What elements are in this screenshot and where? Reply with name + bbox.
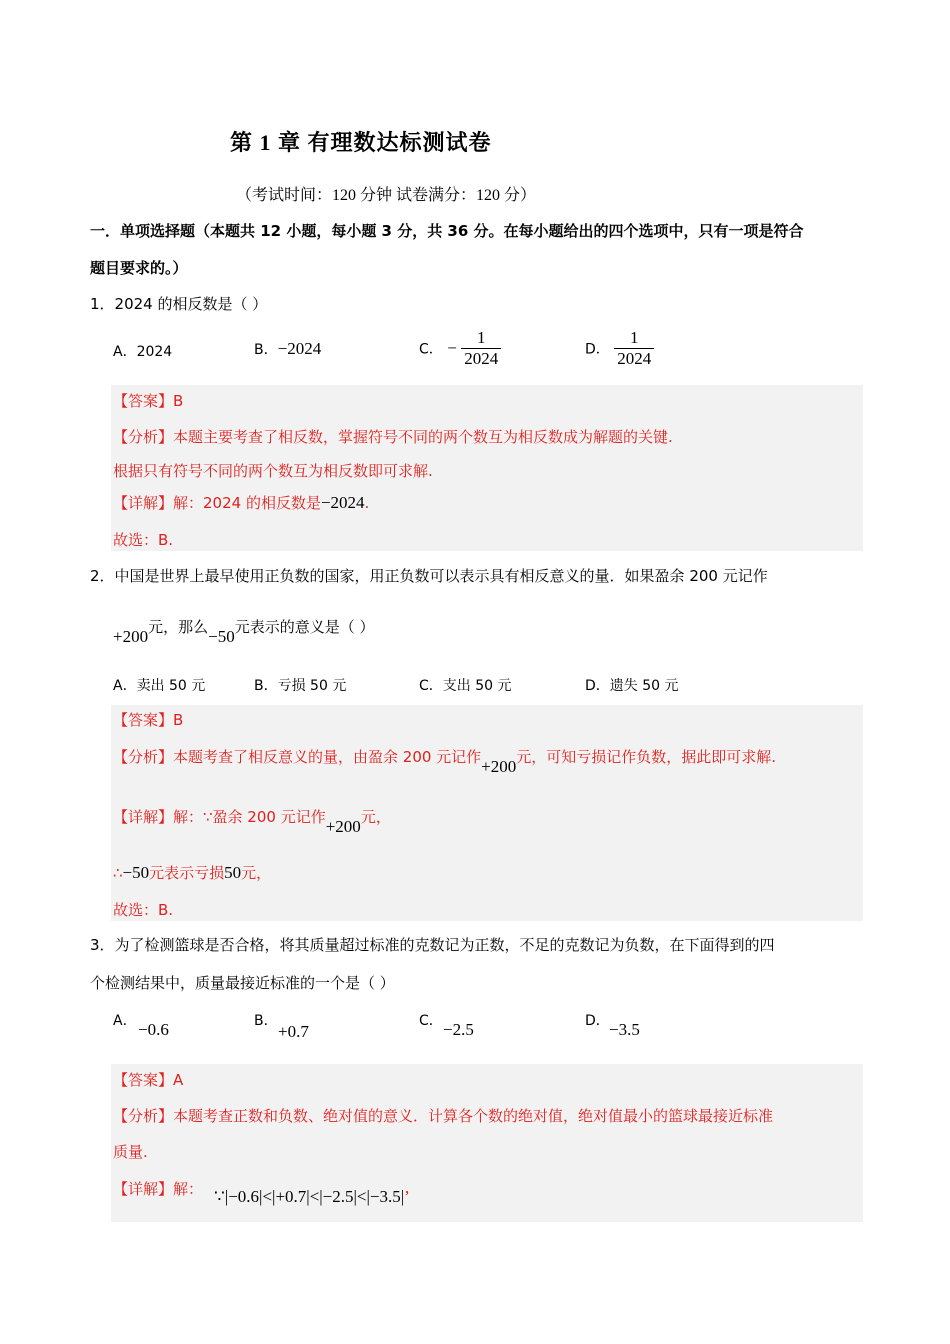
minus-sign: − xyxy=(447,338,457,358)
analysis-suffix: 元，可知亏损记作负数，据此即可求解. xyxy=(516,748,777,766)
numerator: 1 xyxy=(629,328,639,347)
detail-suffix: ’ xyxy=(404,1187,410,1206)
numerator: 1 xyxy=(477,328,486,347)
detail-suffix: 元， xyxy=(360,808,391,826)
option-label: C． xyxy=(419,341,443,358)
q3-analysis: 【分析】本题考查正数和负数、绝对值的意义．计算各个数的绝对值，绝对值最小的篮球最接近标准 xyxy=(113,1107,774,1125)
q1-option-a xyxy=(113,341,172,361)
exam-info: （考试时间：120 分钟 试卷满分：120 分） xyxy=(236,187,537,204)
q2-analysis xyxy=(113,746,777,776)
q1-conclusion: 故选：B. xyxy=(113,531,174,549)
detail-text: 【详解】解：2024 的相反数是 xyxy=(113,494,321,512)
therefore-text: 元表示亏损 xyxy=(149,864,225,882)
q3-option-b-value: +0.7 xyxy=(278,1022,309,1041)
q2-option-a: A．卖出 50 元 xyxy=(113,678,206,694)
detail-text: 【详解】解：∵盈余 200 元记作 xyxy=(113,808,326,826)
therefore-suffix: 元， xyxy=(241,864,272,882)
q1-option-b xyxy=(254,339,321,359)
q1-detail xyxy=(113,492,369,513)
abs-inequality: ∵|−0.6|<|+0.7|<|−2.5|<|−3.5| xyxy=(214,1187,405,1206)
q3-option-c: C． xyxy=(419,1013,443,1029)
q1-analysis: 【分析】本题主要考查了相反数，掌握符号不同的两个数互为相反数成为解题的关键. xyxy=(113,428,673,446)
q2-detail xyxy=(113,806,391,836)
q1-option-d xyxy=(585,328,654,369)
q3-option-a: A． xyxy=(113,1013,137,1029)
q2-conclusion: 故选：B. xyxy=(113,901,174,919)
q3-detail-label: 【详解】解： xyxy=(113,1180,204,1198)
stem-text: 元，那么 xyxy=(148,618,209,636)
option-label: B． xyxy=(254,342,278,358)
denominator: 2024 xyxy=(617,349,652,368)
option-label: D． xyxy=(585,341,610,358)
q3-option-d: D． xyxy=(585,1013,610,1029)
question-2-stem: 2．中国是世界上最早使用正负数的国家，用正负数可以表示具有相反意义的量．如果盈余 200 元记作 xyxy=(90,567,768,585)
q2-answer: 【答案】B xyxy=(113,711,184,729)
option-value: 2024 xyxy=(136,344,173,360)
question-1-stem: 1．2024 的相反数是（ ） xyxy=(90,295,268,313)
q1-analysis-cont: 根据只有符号不同的两个数互为相反数即可求解. xyxy=(113,462,433,480)
analysis-text: 【分析】本题考查了相反意义的量，由盈余 200 元记作 xyxy=(113,748,482,766)
math-plus-200: +200 xyxy=(325,817,361,836)
math-50: 50 xyxy=(224,863,242,882)
section-heading-cont: 题目要求的。） xyxy=(90,259,188,277)
q3-analysis-cont: 质量. xyxy=(113,1143,148,1161)
therefore-icon: ∴ xyxy=(113,864,123,882)
q3-answer: 【答案】A xyxy=(113,1071,184,1089)
page-title: 第 1 章 有理数达标测试卷 xyxy=(230,130,492,155)
q3-option-c-value: −2.5 xyxy=(443,1020,474,1039)
q3-option-b: B． xyxy=(254,1013,278,1029)
question-3-stem: 3．为了检测篮球是否合格，将其质量超过标准的克数记为正数，不足的克数记为负数，在下面得到的四 xyxy=(90,936,775,954)
option-value: −2024 xyxy=(277,339,322,358)
q2-therefore xyxy=(113,862,271,883)
option-label: A． xyxy=(113,344,137,360)
math-minus-50: −50 xyxy=(122,863,150,882)
q1-option-c xyxy=(419,328,501,369)
section-heading: 一．单项选择题（本题共 12 小题，每小题 3 分，共 36 分。在每小题给出的四个选项中，只有一项是符合 xyxy=(90,222,804,240)
math-minus-50: −50 xyxy=(208,627,235,646)
stem-text: 元表示的意义是（ ） xyxy=(234,618,375,636)
question-2-stem-cont xyxy=(113,616,375,646)
denominator: 2024 xyxy=(464,349,499,368)
fraction xyxy=(614,328,654,369)
q1-answer: 【答案】B xyxy=(113,392,184,410)
detail-math: −2024 xyxy=(320,493,365,512)
q3-detail-math xyxy=(214,1187,410,1207)
question-3-stem-cont: 个检测结果中，质量最接近标准的一个是（ ） xyxy=(90,974,395,992)
q2-option-d: D．遗失 50 元 xyxy=(585,678,679,694)
q2-option-b: B．亏损 50 元 xyxy=(254,678,347,694)
fraction xyxy=(461,328,501,369)
q3-option-a-value: −0.6 xyxy=(138,1020,169,1039)
math-plus-200: +200 xyxy=(481,757,517,776)
q3-option-d-value: −3.5 xyxy=(609,1020,640,1039)
q2-option-c: C．支出 50 元 xyxy=(419,678,512,694)
detail-suffix: . xyxy=(364,494,370,512)
math-plus-200: +200 xyxy=(113,627,149,646)
